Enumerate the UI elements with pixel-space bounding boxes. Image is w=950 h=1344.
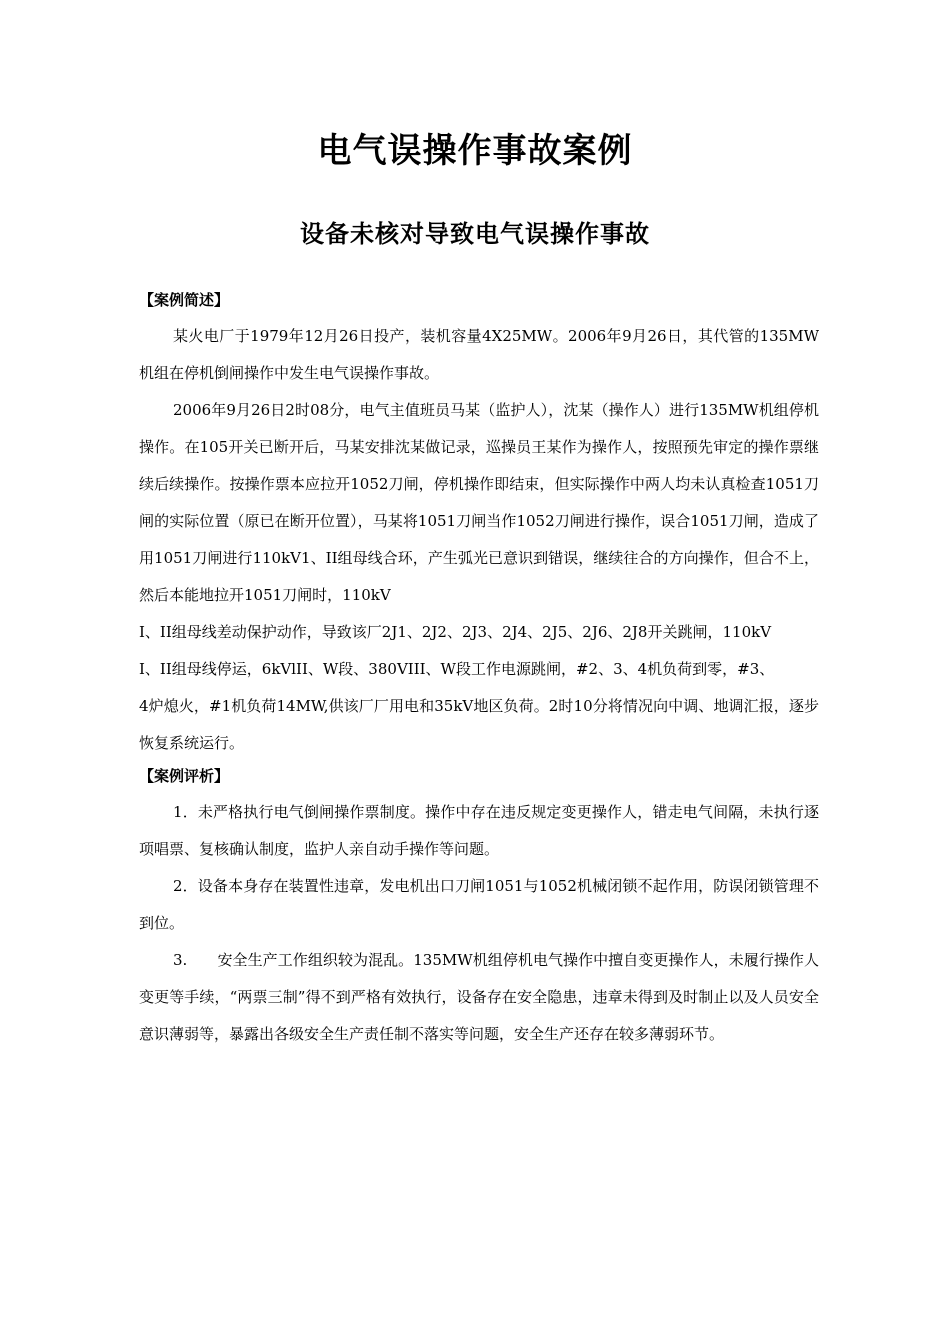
page-subtitle: 设备未核对导致电气误操作事故 — [300, 220, 650, 248]
paragraph-analysis-3: 3. 安全生产工作组织较为混乱。135MW机组停机电气操作中擅自变更操作人，未履行操作人变更等手续，“两票三制”得不到严格有效执行，设备存在安全隐患，违章未得到及时制止以及人员安全意识薄弱等，暴露出各级安全生产责任制不落实等问题，安全生产还存在较多薄弱环节。 — [139, 951, 819, 1043]
paragraph-case-timeline: 2006年9月26日2时08分，电气主值班员马某（监护人），沈某（操作人）进行135MW机组停机操作。在105开关已断开后，马某安排沈某做记录，巡操员王某作为操作人，按照预先审定的操作票继续后续操作。按操作票本应拉开1052刀闸，停机操作即结束，但实际操作中两人均未认真检查1051刀闸的实际位置（原已在断开位置），马某将1051刀闸当作1052刀闸进行操作，误合1051刀闸，造成了用1051刀闸进行110kV1、II组母线合环，产生弧光已意识到错误，继续往合的方向操作，但合不上，然后本能地拉开1051刀闸时，110kV — [139, 401, 819, 604]
paragraph-bus-outage: I、II组母线停运，6kVlII、W段、380VIII、W段工作电源跳闸，#2、3、4机负荷到零，#3、 — [139, 660, 775, 678]
paragraph-analysis-1: 1．未严格执行电气倒闸操作票制度。操作中存在违反规定变更操作人，错走电气间隔，未执行逐项唱票、复核确认制度，监护人亲自动手操作等问题。 — [139, 803, 819, 858]
paragraph-recovery: 4炉熄火，#1机负荷14MW,供该厂厂用电和35kV地区负荷。2时10分将情况向中调、地调汇报，逐步恢复系统运行。 — [139, 697, 819, 752]
paragraph-protection-trip: I、II组母线差动保护动作，导致该厂2J1、2J2、2J3、2J4、2J5、2J6、2J8开关跳闸，110kV — [139, 623, 772, 641]
paragraph-analysis-2: 2．设备本身存在装置性违章，发电机出口刀闸1051与1052机械闭锁不起作用，防误闭锁管理不到位。 — [139, 877, 819, 932]
paragraph-case-intro: 某火电厂于1979年12月26日投产，装机容量4X25MW。2006年9月26日，其代管的135MW机组在停机倒闸操作中发生电气误操作事故。 — [139, 327, 819, 382]
section-heading-case-analysis: 【案例评析】 — [139, 767, 230, 785]
section-heading-case-summary: 【案例简述】 — [139, 291, 230, 309]
document-body — [139, 286, 819, 1053]
page-title: 电气误操作事故案例 — [317, 131, 633, 171]
